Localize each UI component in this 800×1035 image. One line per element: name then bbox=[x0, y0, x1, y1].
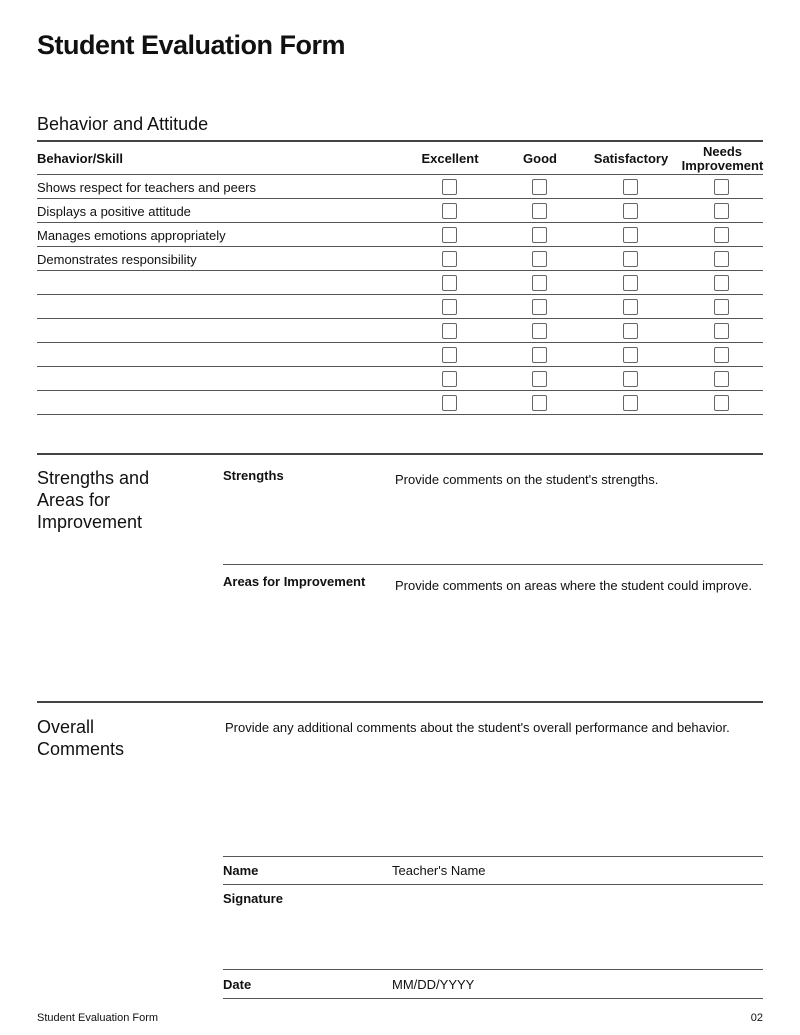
checkbox-excellent[interactable] bbox=[442, 347, 457, 363]
row-label: Displays a positive attitude bbox=[37, 204, 191, 219]
checkbox-excellent[interactable] bbox=[442, 275, 457, 291]
row-label: Shows respect for teachers and peers bbox=[37, 180, 256, 195]
strengths-heading: Strengths and Areas for Improvement bbox=[37, 468, 150, 532]
checkbox-needs-improvement[interactable] bbox=[714, 299, 729, 315]
divider bbox=[37, 701, 763, 703]
checkbox-good[interactable] bbox=[532, 371, 547, 387]
checkbox-excellent[interactable] bbox=[442, 227, 457, 243]
table-row bbox=[37, 391, 763, 415]
checkbox-good[interactable] bbox=[532, 203, 547, 219]
checkbox-excellent[interactable] bbox=[442, 371, 457, 387]
areas-field[interactable]: Provide comments on areas where the student could improve. bbox=[395, 578, 752, 593]
checkbox-needs-improvement[interactable] bbox=[714, 395, 729, 411]
checkbox-satisfactory[interactable] bbox=[623, 179, 638, 195]
checkbox-excellent[interactable] bbox=[442, 251, 457, 267]
checkbox-good[interactable] bbox=[532, 323, 547, 339]
checkbox-satisfactory[interactable] bbox=[623, 299, 638, 315]
date-field[interactable]: MM/DD/YYYY bbox=[392, 977, 475, 992]
table-row bbox=[37, 319, 763, 343]
checkbox-satisfactory[interactable] bbox=[623, 371, 638, 387]
checkbox-satisfactory[interactable] bbox=[623, 251, 638, 267]
divider bbox=[223, 856, 763, 857]
checkbox-excellent[interactable] bbox=[442, 395, 457, 411]
checkbox-needs-improvement[interactable] bbox=[714, 275, 729, 291]
checkbox-excellent[interactable] bbox=[442, 299, 457, 315]
checkbox-good[interactable] bbox=[532, 179, 547, 195]
checkbox-satisfactory[interactable] bbox=[623, 323, 638, 339]
page-number: 02 bbox=[750, 1012, 763, 1024]
row-label: Manages emotions appropriately bbox=[37, 228, 226, 243]
checkbox-good[interactable] bbox=[532, 251, 547, 267]
checkbox-needs-improvement[interactable] bbox=[714, 323, 729, 339]
checkbox-satisfactory[interactable] bbox=[623, 347, 638, 363]
signature-field[interactable] bbox=[223, 886, 763, 968]
page-title: Student Evaluation Form bbox=[37, 30, 346, 60]
table-row bbox=[37, 343, 763, 367]
divider bbox=[37, 453, 763, 455]
checkbox-satisfactory[interactable] bbox=[623, 395, 638, 411]
col-satisfactory: Satisfactory bbox=[593, 151, 669, 166]
overall-field[interactable]: Provide any additional comments about the student's overall performance and behavior. bbox=[225, 720, 730, 735]
table-row bbox=[37, 247, 763, 271]
checkbox-good[interactable] bbox=[532, 299, 547, 315]
table-row bbox=[37, 199, 763, 223]
checkbox-needs-improvement[interactable] bbox=[714, 203, 729, 219]
divider bbox=[223, 998, 763, 999]
checkbox-needs-improvement[interactable] bbox=[714, 227, 729, 243]
checkbox-satisfactory[interactable] bbox=[623, 275, 638, 291]
divider bbox=[37, 140, 763, 142]
checkbox-good[interactable] bbox=[532, 347, 547, 363]
table-row bbox=[37, 175, 763, 199]
checkbox-needs-improvement[interactable] bbox=[714, 371, 729, 387]
checkbox-satisfactory[interactable] bbox=[623, 227, 638, 243]
checkbox-needs-improvement[interactable] bbox=[714, 251, 729, 267]
col-excellent: Excellent bbox=[421, 151, 479, 166]
checkbox-excellent[interactable] bbox=[442, 179, 457, 195]
checkbox-needs-improvement[interactable] bbox=[714, 347, 729, 363]
checkbox-excellent[interactable] bbox=[442, 203, 457, 219]
strengths-label: Strengths bbox=[223, 468, 284, 483]
checkbox-needs-improvement[interactable] bbox=[714, 179, 729, 195]
signature-label: Signature bbox=[223, 891, 283, 906]
checkbox-excellent[interactable] bbox=[442, 323, 457, 339]
row-label: Demonstrates responsibility bbox=[37, 252, 197, 267]
strengths-field[interactable]: Provide comments on the student's strengths. bbox=[395, 472, 659, 487]
col-good: Good bbox=[523, 151, 557, 166]
name-label: Name bbox=[223, 863, 259, 878]
col-needs-improvement: Needs Improvement bbox=[681, 144, 764, 173]
checkbox-good[interactable] bbox=[532, 395, 547, 411]
behavior-heading: Behavior and Attitude bbox=[37, 114, 209, 134]
table-row bbox=[37, 295, 763, 319]
col-behavior-skill: Behavior/Skill bbox=[37, 151, 123, 166]
divider bbox=[223, 884, 763, 885]
table-row bbox=[37, 367, 763, 391]
table-row bbox=[37, 271, 763, 295]
checkbox-satisfactory[interactable] bbox=[623, 203, 638, 219]
table-row bbox=[37, 223, 763, 247]
areas-label: Areas for Improvement bbox=[223, 574, 366, 589]
checkbox-good[interactable] bbox=[532, 275, 547, 291]
name-field[interactable]: Teacher's Name bbox=[392, 863, 486, 878]
date-label: Date bbox=[223, 977, 252, 992]
checkbox-good[interactable] bbox=[532, 227, 547, 243]
divider bbox=[223, 564, 763, 565]
overall-heading: Overall Comments bbox=[37, 717, 125, 759]
divider bbox=[223, 969, 763, 970]
footer-title: Student Evaluation Form bbox=[37, 1012, 159, 1024]
